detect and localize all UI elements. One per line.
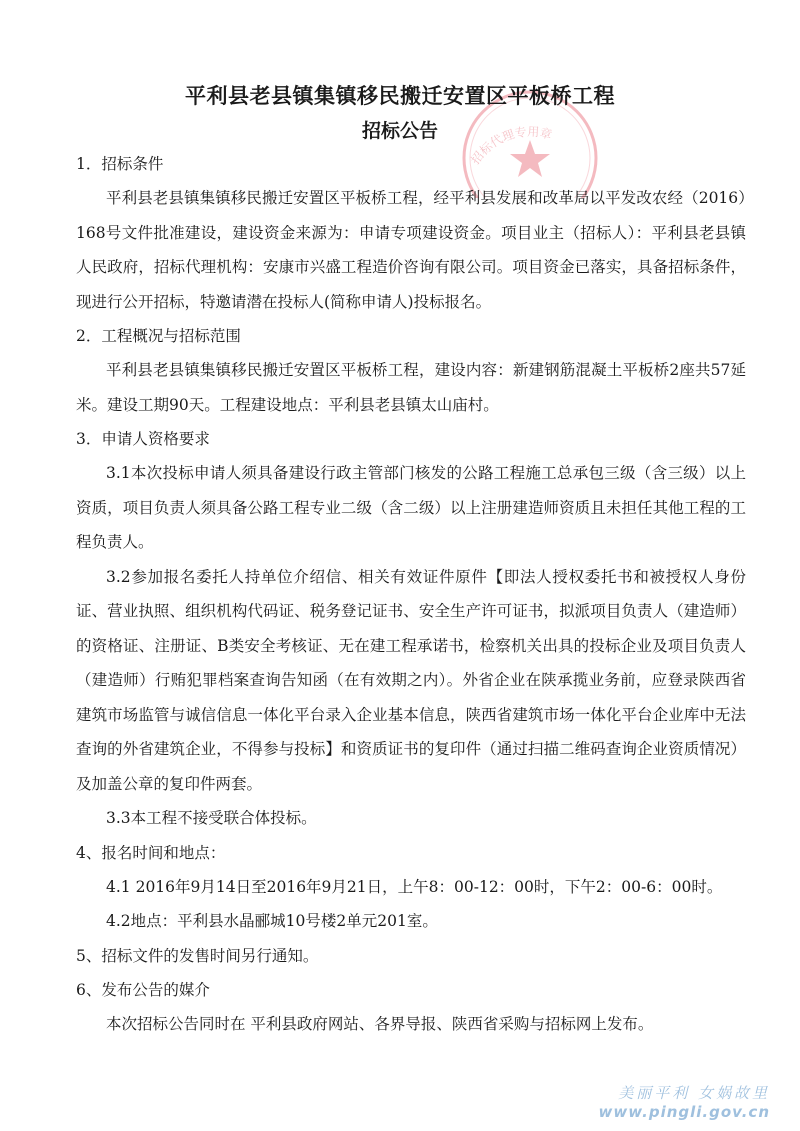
section-3-1-paragraph: 3.1本次投标申请人须具备建设行政主管部门核发的公路工程施工总承包三级（含三级）以上资质，项目负责人须具备公路工程专业二级（含二级）以上注册建造师资质且未担任其他工程的工程负责人。 bbox=[76, 464, 746, 551]
section-4-heading: 4、报名时间和地点： bbox=[76, 843, 226, 862]
notice-body bbox=[76, 147, 746, 1041]
section-3-2-paragraph: 3.2参加报名委托人持单位介绍信、相关有效证件原件【即法人授权委托书和被授权人身份证、营业执照、组织机构代码证、税务登记证书、安全生产许可证书，拟派项目负责人（建造师）的资格证、注册证、B类安全考核证、无在建工程承诺书，检察机关出具的投标企业及项目负责人（建造师）行贿犯罪档案查询告知函（在有效期之内）。外省企业在陕承揽业务前，应登录陕西省建筑市场监管与诚信信息一体化平台录入企业基本信息，陕西省建筑市场一体化平台企业库中无法查询的外省建筑企业，不得参与投标】和资质证书的复印件（通过扫描二维码查询企业资质情况）及加盖公章的复印件两套。 bbox=[76, 567, 746, 793]
svg-text:招标代理专用章: 招标代理专用章 bbox=[468, 124, 554, 167]
watermark-slogan: 美丽平利 女娲故里 bbox=[618, 1084, 770, 1102]
section-3-3-paragraph: 3.3本工程不接受联合体投标。 bbox=[106, 809, 317, 827]
section-3-heading: 3．申请人资格要求 bbox=[76, 430, 210, 448]
section-1-heading: 1．招标条件 bbox=[76, 155, 164, 173]
section-2-paragraph: 平利县老县镇集镇移民搬迁安置区平板桥工程，建设内容：新建钢筋混凝土平板桥2座共57延米。建设工期90天。工程建设地点：平利县老县镇太山庙村。 bbox=[76, 361, 746, 414]
watermark-url: www.pingli.gov.cn bbox=[598, 1103, 770, 1121]
section-6-paragraph: 本次招标公告同时在 平利县政府网站、各界导报、陕西省采购与招标网上发布。 bbox=[106, 1014, 654, 1033]
section-6-heading: 6、发布公告的媒介 bbox=[76, 980, 210, 999]
section-1-paragraph: 平利县老县镇集镇移民搬迁安置区平板桥工程，经平利县发展和改革局以平发改农经（2016）168号文件批准建设，建设资金来源为：申请专项建设资金。项目业主（招标人）：平利县老县镇人民政府，招标代理机构：安康市兴盛工程造价咨询有限公司。项目资金已落实，具备招标条件，现进行公开招标，特邀请潜在投标人(简称申请人)投标报名。 bbox=[76, 189, 746, 311]
notice-subtitle: 招标公告 bbox=[361, 120, 438, 142]
section-5-heading: 5、招标文件的发售时间另行通知。 bbox=[76, 946, 319, 965]
notice-title: 平利县老县镇集镇移民搬迁安置区平板桥工程 bbox=[185, 83, 615, 108]
website-watermark bbox=[599, 1082, 770, 1121]
section-2-heading: 2．工程概况与招标范围 bbox=[76, 327, 241, 345]
section-4-1-paragraph: 4.1 2016年9月14日至2016年9月21日，上午8：00-12：00时，下午2：00-6：00时。 bbox=[106, 877, 723, 896]
section-4-2-paragraph: 4.2地点：平利县水晶郦城10号楼2单元201室。 bbox=[106, 912, 438, 930]
